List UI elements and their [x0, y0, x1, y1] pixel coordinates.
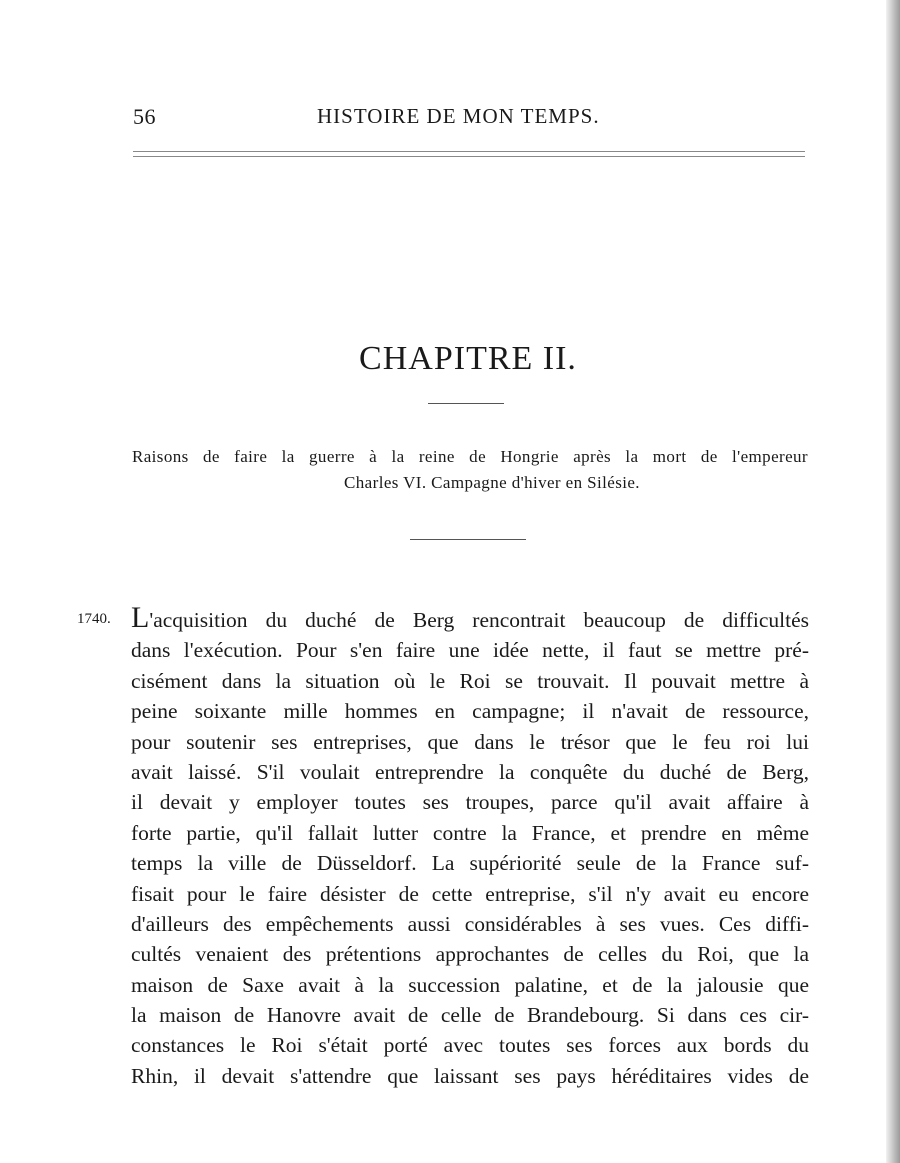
body-line: dans l'exécution. Pour s'en faire une idée nette, il faut se mettre pré-	[131, 638, 809, 663]
body-line: cisément dans la situation où le Roi se trouvait. Il pouvait mettre à	[131, 668, 809, 693]
margin-year-note: 1740.	[77, 611, 111, 627]
chapter-title-rule	[428, 403, 504, 404]
running-head	[133, 104, 807, 134]
body-line: maison de Saxe avait à la succession palatine, et de la jalousie que	[131, 972, 809, 997]
body-line: la maison de Hanovre avait de celle de Brandebourg. Si dans ces cir-	[131, 1003, 809, 1028]
header-double-rule	[133, 151, 805, 157]
body-line: d'ailleurs des empêchements aussi considérables à ses vues. Ces diffi-	[131, 911, 809, 936]
body-line: pour soutenir ses entreprises, que dans le trésor que le feu roi lui	[131, 729, 809, 754]
body-line-text: 'acquisition du duché de Berg rencontrait beaucoup de difficultés	[149, 608, 809, 632]
body-line: fisait pour le faire désister de cette entreprise, s'il n'y avait eu encore	[131, 881, 809, 906]
body-text	[131, 601, 809, 1091]
body-line: il devait y employer toutes ses troupes, parce qu'il avait affaire à	[131, 790, 809, 815]
body-line: temps la ville de Düsseldorf. La supériorité seule de la France suf-	[131, 851, 809, 876]
body-line: avait laissé. S'il voulait entreprendre la conquête du duché de Berg,	[131, 759, 809, 784]
chapter-title: CHAPITRE II.	[359, 340, 577, 377]
body-line: Rhin, il devait s'attendre que laissant ses pays héréditaires vides de	[131, 1063, 809, 1088]
body-line	[131, 601, 809, 635]
body-line: forte partie, qu'il fallait lutter contre la France, et prendre en même	[131, 820, 809, 845]
body-line: cultés venaient des prétentions approchantes de celles du Roi, que la	[131, 942, 809, 967]
chapter-summary-line: Raisons de faire la guerre à la reine de Hongrie après la mort de l'empereur	[132, 447, 808, 466]
body-line: peine soixante mille hommes en campagne; il n'avait de ressource,	[131, 699, 809, 724]
page-number: 56	[133, 104, 156, 129]
body-line: constances le Roi s'était porté avec toutes ses forces aux bords du	[131, 1033, 809, 1058]
summary-rule	[410, 539, 526, 540]
page-edge-shadow	[886, 0, 900, 1163]
chapter-summary-line: Charles VI. Campagne d'hiver en Silésie.	[344, 473, 640, 492]
chapter-summary	[132, 444, 808, 496]
initial-letter: L	[131, 601, 150, 634]
running-title: HISTOIRE DE MON TEMPS.	[317, 104, 600, 128]
